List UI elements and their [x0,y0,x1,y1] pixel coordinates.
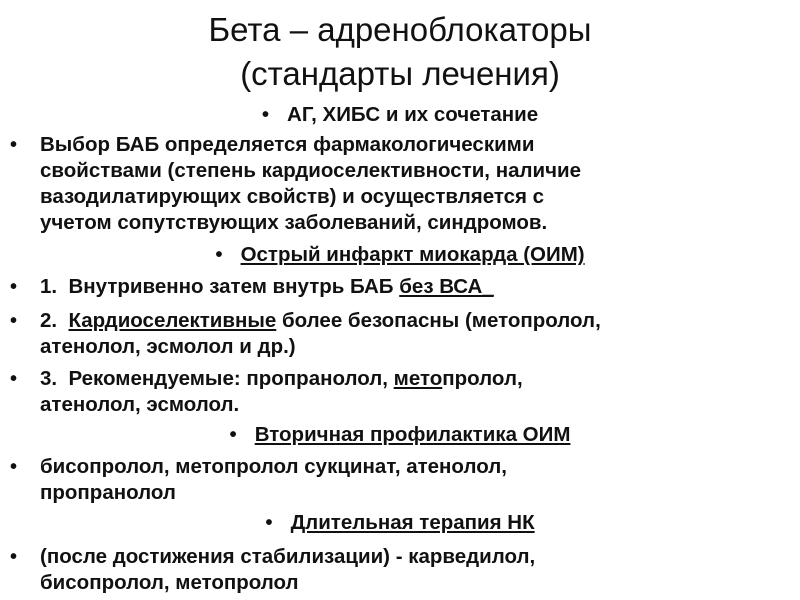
section-heading-long-term-therapy [0,510,800,536]
text-line: учетом сопутствующих заболеваний, синдромов. [40,211,548,234]
text-span: 2. [40,309,69,332]
section-heading-ag [0,102,800,128]
text-span: 1. Внутривенно затем внутрь БАБ [40,275,400,298]
text-span-underlined: без ВСА_ [399,275,494,298]
text-span: пролол, [442,367,523,390]
section-heading-text: Длительная терапия НК [290,511,535,534]
bullet-dot: • [10,276,18,298]
bullet-dot: • [10,456,18,478]
text-line: (после достижения стабилизации) - карведилол, [40,545,536,568]
text-line: вазодилатирующих свойств) и осуществляется с [40,185,545,208]
bullet-dot: • [10,134,18,156]
section-heading-text: Вторичная профилактика ОИМ [254,423,571,446]
bullet-dot: • [10,368,18,390]
text-line: свойствами (степень кардиоселективности, наличие [40,159,582,182]
text-line: Выбор БАБ определяется фармакологическими [40,133,535,156]
bullet-dot: • [265,511,273,534]
bullet-dot: • [229,423,237,446]
title-line-1: Бета – адреноблокаторы [208,11,592,48]
text-line: атенолол, эсмолол и др.) [40,335,296,358]
text-span-underlined: мето [393,367,443,390]
text-line: атенолол, эсмолол. [40,393,240,416]
section-heading-oim [0,242,800,268]
text-span-underlined: Кардиоселективные [68,309,277,332]
text-span: более безопасны (метопролол, [276,309,601,332]
bullet-dot: • [10,310,18,332]
title-line-2: (стандарты лечения) [240,55,560,92]
section-heading-text: АГ, ХИБС и их сочетание [287,103,539,126]
bullet-dot: • [261,103,270,126]
text-line: бисопролол, метопролол сукцинат, атенолол, [40,455,507,478]
section-heading-text: Острый инфаркт миокарда (ОИМ) [240,243,585,266]
slide-title [0,8,800,96]
text-span: 3. Рекомендуемые: пропранолол, [40,367,394,390]
bullet-dot: • [10,546,18,568]
text-line: пропранолол [40,481,176,504]
section-heading-secondary-prevention [0,422,800,448]
text-line: бисопролол, метопролол [40,571,299,594]
bullet-dot: • [215,243,223,266]
